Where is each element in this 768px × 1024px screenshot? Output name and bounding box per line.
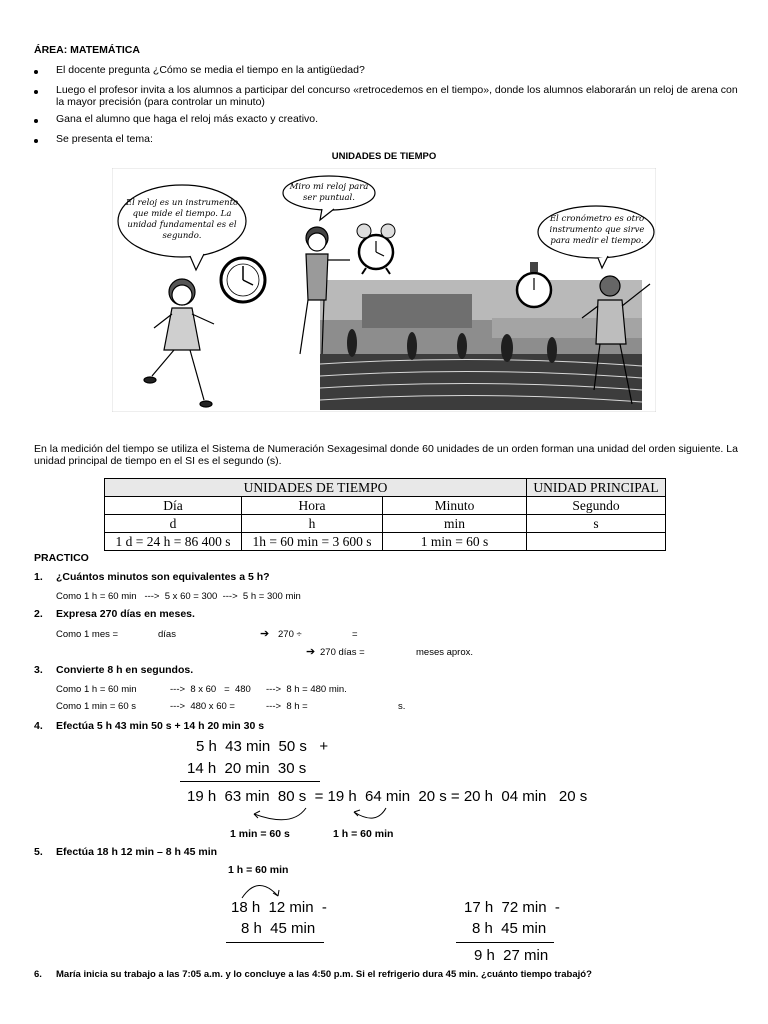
q2-como: Como 1 mes = (56, 629, 119, 640)
question-number: 2. (34, 608, 43, 620)
intro-paragraph: En la medición del tiempo se utiliza el Sistema de Numeración Sexagesimal donde 60 unidades de un orden forman una unidad del orden siguiente. La unidad principal de tiempo en el SI es el segundo (s). (34, 443, 738, 467)
q5-note: 1 h = 60 min (228, 864, 289, 876)
table-cell: s (527, 515, 666, 533)
q3-line1-b: ---> 8 x 60 = 480 (170, 684, 251, 695)
bullet-4: Se presenta el tema: (56, 133, 153, 145)
q3-line2-c: ---> 8 h = (266, 701, 308, 712)
sum-line (180, 781, 320, 782)
table-cell: Minuto (383, 497, 527, 515)
q2-div: 270 ÷ (278, 629, 302, 640)
speech-bubble-center: Miro mi reloj para ser puntual. (289, 182, 369, 203)
question-number: 6. (34, 969, 42, 980)
question-number: 3. (34, 664, 43, 676)
question-number: 5. (34, 846, 43, 858)
question-1-working: Como 1 h = 60 min ---> 5 x 60 = 300 ---> 5 h = 300 min (56, 591, 301, 602)
question-number: 1. (34, 571, 43, 583)
q3-line1-c: ---> 8 h = 480 min. (266, 684, 347, 695)
table-cell: 1h = 60 min = 3 600 s (242, 533, 383, 551)
q4-row2: 14 h 20 min 30 s (187, 760, 307, 777)
question-2-text: Expresa 270 días en meses. (56, 608, 195, 620)
q3-line2-a: Como 1 min = 60 s (56, 701, 136, 712)
practico-heading: PRACTICO (34, 552, 89, 564)
carry-arrows (230, 804, 430, 830)
difference-line (226, 942, 324, 943)
table-cell: Segundo (527, 497, 666, 515)
question-1-text: ¿Cuántos minutos son equivalentes a 5 h? (56, 571, 270, 583)
q4-note-min: 1 min = 60 s (230, 828, 290, 840)
bullet-3: Gana el alumno que haga el reloj más exacto y creativo. (56, 113, 319, 125)
q2-eq: = (352, 629, 358, 640)
table-cell: min (383, 515, 527, 533)
difference-line (456, 942, 554, 943)
q5-b-row1: 17 h 72 min - (464, 899, 560, 916)
question-4-text: Efectúa 5 h 43 min 50 s + 14 h 20 min 30 s (56, 720, 265, 732)
bullet-dot (34, 70, 38, 74)
q5-a-row1: 18 h 12 min - (231, 899, 327, 916)
q5-a-row2: 8 h 45 min (241, 920, 316, 937)
speech-bubble-right: El cronómetro es otro instrumento que sirve para medir el tiempo. (549, 214, 645, 246)
question-number: 4. (34, 720, 43, 732)
q2-result-prefix: 270 días = (320, 647, 365, 658)
q2-result-suffix: meses aprox. (416, 647, 474, 658)
question-3-text: Convierte 8 h en segundos. (56, 664, 194, 676)
q4-row1: 5 h 43 min 50 s + (196, 738, 329, 755)
question-5-text: Efectúa 18 h 12 min – 8 h 45 min (56, 846, 218, 858)
q3-line2-d: s. (398, 701, 406, 712)
question-6-text: María inicia su trabajo a las 7:05 a.m. y lo concluye a las 4:50 p.m. Si el refrigerio dura 45 min. ¿cuánto tiempo trabajó? (56, 969, 592, 980)
units-table (104, 478, 666, 551)
q3-line2-b: ---> 480 x 60 = (170, 701, 235, 712)
topic-title: UNIDADES DE TIEMPO (331, 151, 437, 162)
table-header-units: UNIDADES DE TIEMPO (105, 479, 527, 497)
table-cell (527, 533, 666, 551)
bullet-2: Luego el profesor invita a los alumnos a participar del concurso «retrocedemos en el tiempo», donde los alumnos elaborarán un reloj de arena con la mayor precisión (para controlar un minuto) (56, 84, 738, 108)
arrow-right-icon: ➔ (306, 646, 316, 658)
speech-bubble-left: El reloj es un instrumento que mide el tiempo. La unidad fundamental es el segundo. (125, 198, 239, 241)
table-cell: Hora (242, 497, 383, 515)
q5-b-result: 9 h 27 min (474, 947, 549, 964)
table-header-principal: UNIDAD PRINCIPAL (527, 479, 666, 497)
table-cell: d (105, 515, 242, 533)
bullet-1: El docente pregunta ¿Cómo se media el tiempo en la antigüedad? (56, 64, 365, 76)
table-cell: 1 min = 60 s (383, 533, 527, 551)
q2-dias: días (158, 629, 176, 640)
q4-note-hour: 1 h = 60 min (333, 828, 394, 840)
q4-result: 19 h 63 min 80 s = 19 h 64 min 20 s = 20 h 04 min 20 s (187, 788, 588, 805)
arrow-right-icon: ➔ (260, 628, 270, 640)
q5-b-row2: 8 h 45 min (472, 920, 547, 937)
table-cell: 1 d = 24 h = 86 400 s (105, 533, 242, 551)
bullet-dot (34, 139, 38, 143)
table-cell: Día (105, 497, 242, 515)
table-cell: h (242, 515, 383, 533)
illustration (112, 168, 656, 412)
bullet-dot (34, 119, 38, 123)
bullet-dot (34, 90, 38, 94)
q3-line1-a: Como 1 h = 60 min (56, 684, 137, 695)
area-heading: ÁREA: MATEMÁTICA (34, 44, 140, 56)
